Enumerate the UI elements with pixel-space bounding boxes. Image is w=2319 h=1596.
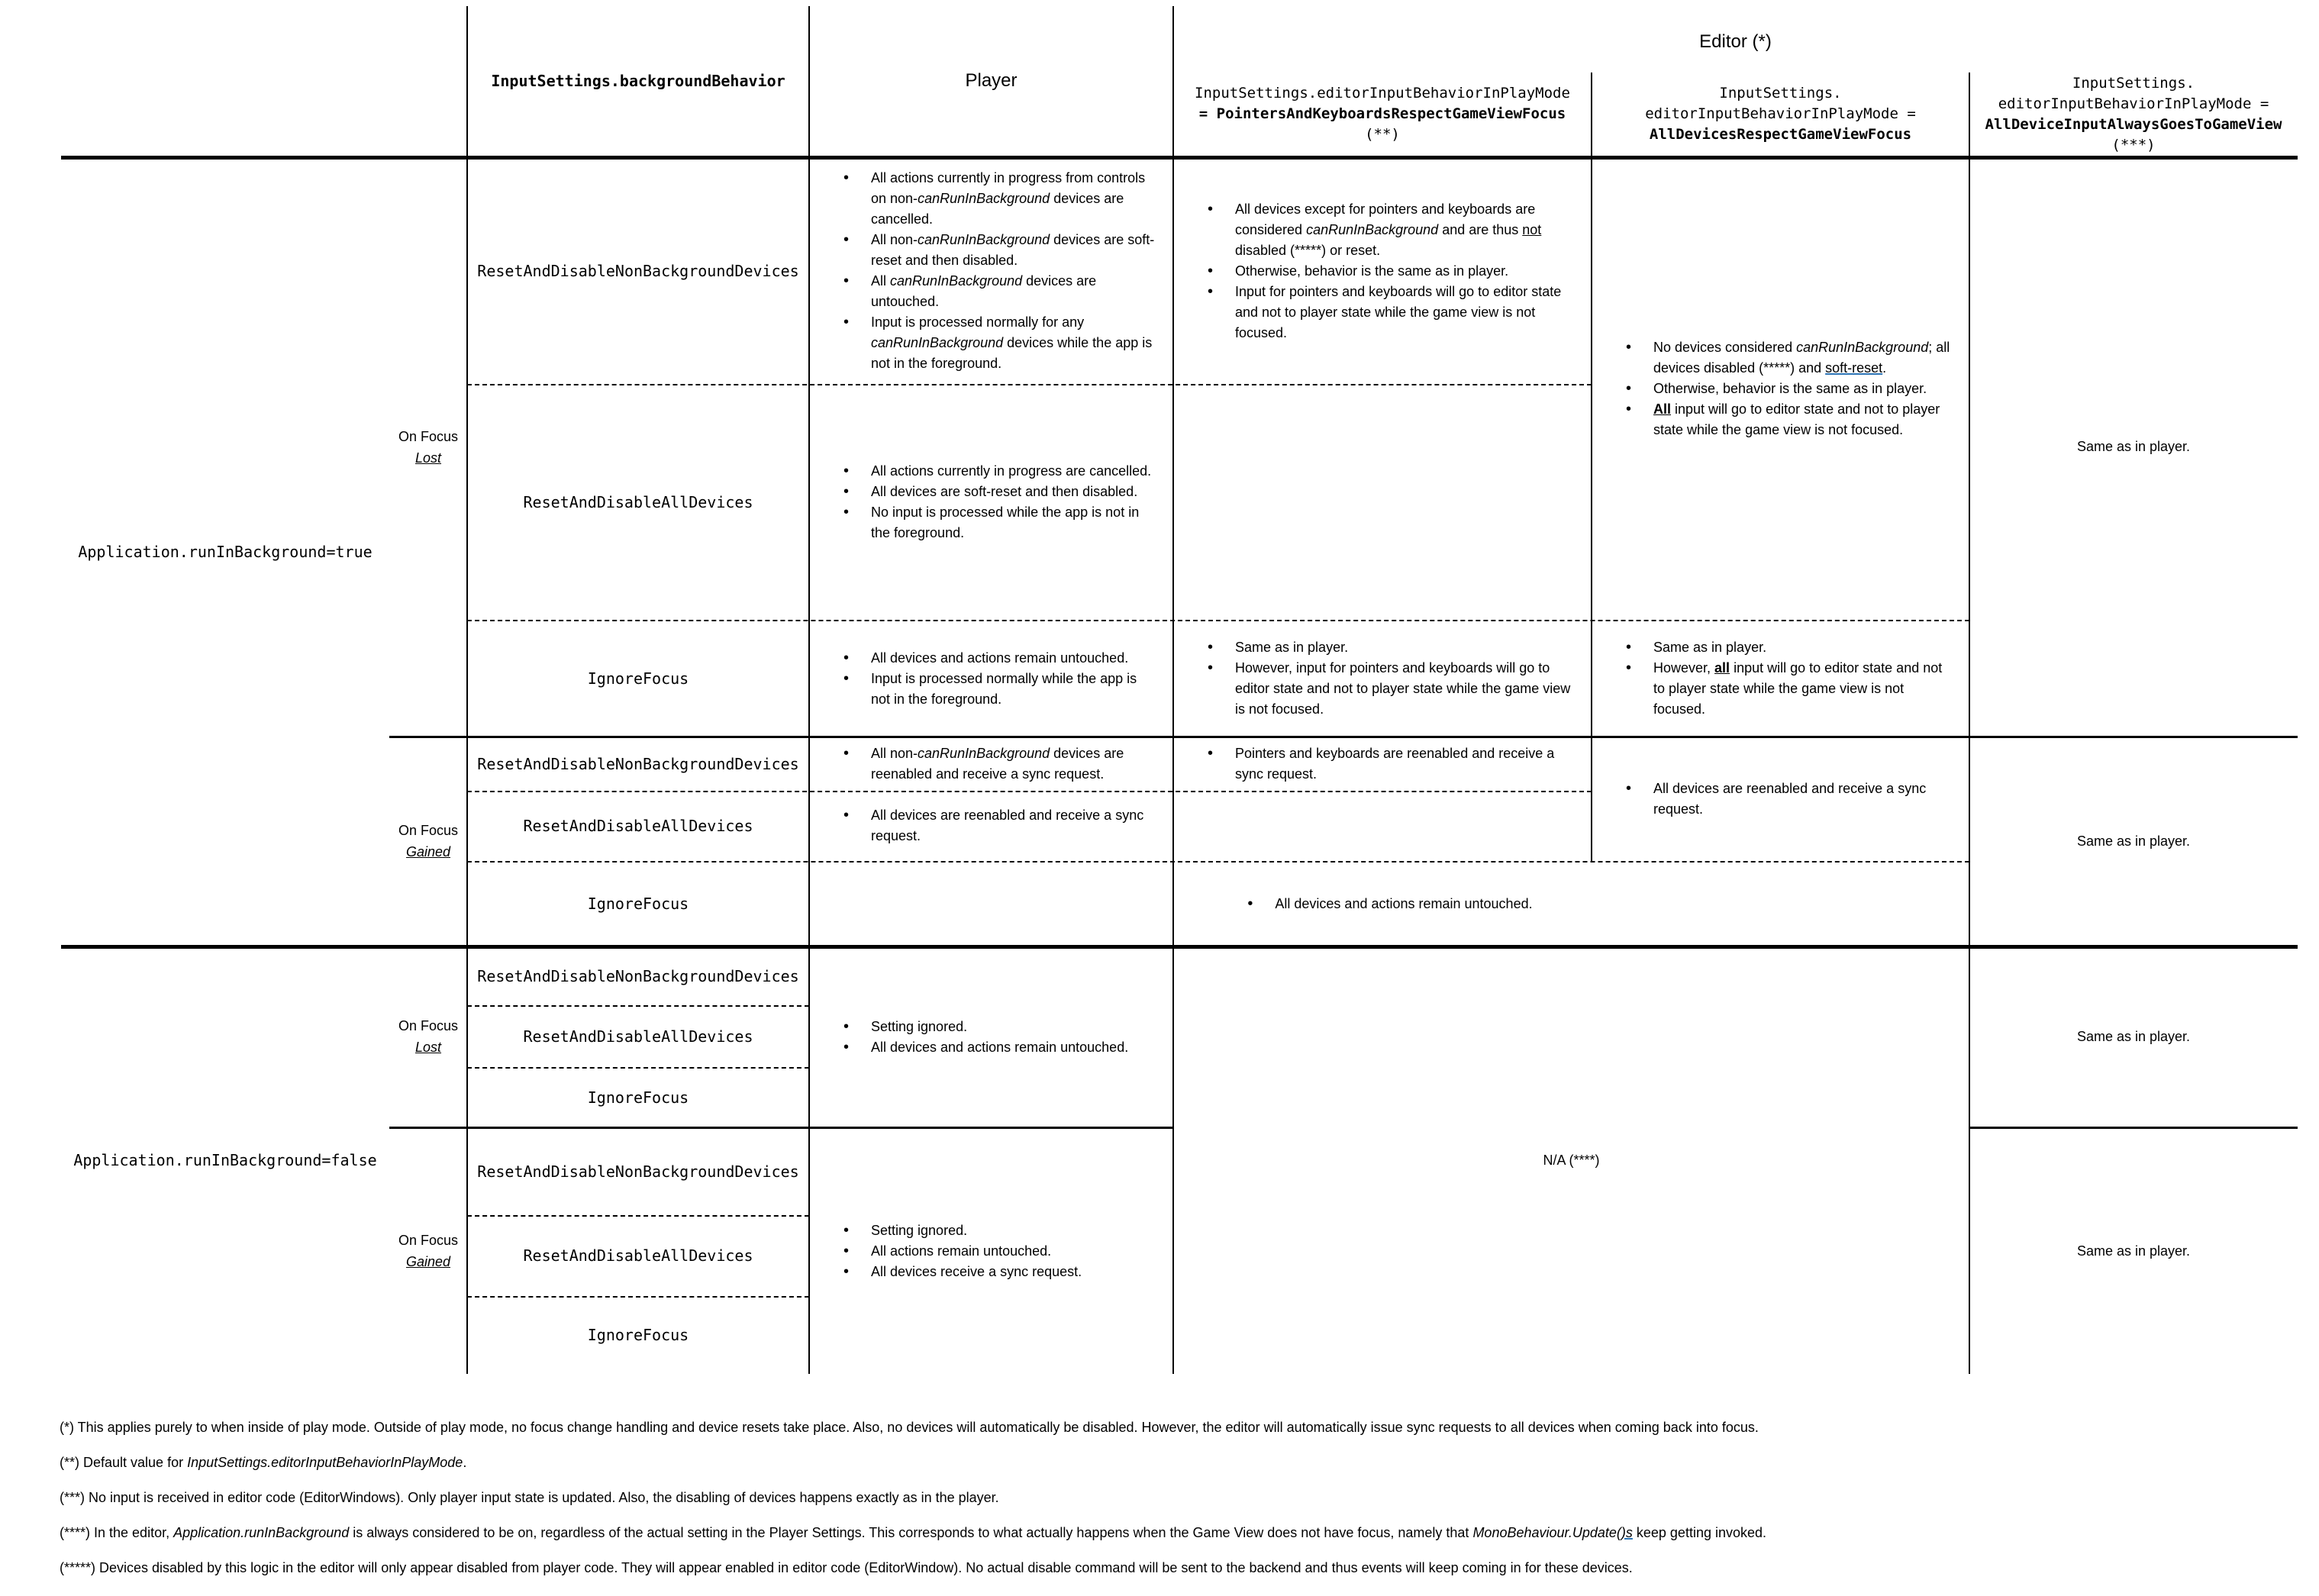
behavior-value-cell	[467, 620, 809, 737]
row-group-on-focus-gained-false	[389, 1128, 467, 1374]
header-line	[1719, 83, 1841, 104]
behavior-value-cell	[467, 1215, 809, 1296]
bullet-list	[1173, 637, 1592, 720]
text-segment: input will go to editor state and not to player state while the game view is not focused.	[1653, 401, 1940, 437]
row-group-run-in-background-false	[61, 946, 389, 1374]
header-line	[1998, 94, 2269, 114]
behavior-value-cell	[467, 1005, 809, 1067]
same-as-player-text: Same as in player.	[2076, 1028, 2191, 1044]
column-header-editor-all-devices-respect	[1592, 73, 1969, 156]
text-segment: No input is processed while the app is not in the foreground.	[871, 504, 1140, 540]
bullet-item	[842, 312, 1155, 374]
bullet-item	[842, 482, 1155, 502]
text-segment: all	[1714, 660, 1730, 675]
text-segment: All devices are reenabled and receive a sync request.	[871, 808, 1144, 843]
same-as-player-text: Same as in player.	[2076, 439, 2191, 454]
text-segment: devices while the app is not in the foreground.	[871, 335, 1153, 371]
bullet-item	[842, 805, 1155, 846]
bullet-list	[809, 805, 1173, 846]
focus-label-prefix: On Focus	[398, 1233, 459, 1248]
bullet-list	[1173, 743, 1592, 785]
editor3-cell-false-lost	[1969, 946, 2298, 1127]
text-segment: (****) In the editor,	[60, 1525, 174, 1540]
bullet-list	[1592, 779, 1969, 820]
bullet-list	[809, 743, 1173, 785]
text-segment: All devices and actions remain untouched.	[871, 1040, 1129, 1055]
editor3-cell-false-gained	[1969, 1128, 2298, 1374]
text-segment: No devices considered	[1653, 340, 1797, 355]
player-cell-false-gained-merged	[809, 1128, 1173, 1374]
text-segment: devices are reenabled and receive a sync request.	[871, 746, 1124, 782]
column-header-player	[809, 6, 1173, 156]
text-segment: canRunInBackground	[871, 335, 1004, 350]
text-segment: However,	[1653, 660, 1715, 675]
text-segment: canRunInBackground	[890, 273, 1023, 289]
behavior-value-cell	[467, 737, 809, 791]
text-segment: Otherwise, behavior is the same as in player.	[1235, 263, 1509, 279]
text-segment: InputSettings.	[1719, 85, 1842, 102]
behavior-value: IgnoreFocus	[587, 1326, 689, 1344]
row-group-label: Application.runInBackground=true	[78, 542, 373, 561]
text-segment: Otherwise, behavior is the same as in player.	[1653, 381, 1927, 396]
text-segment: All devices are soft-reset and then disabled.	[871, 483, 1138, 499]
behavior-value: ResetAndDisableAllDevices	[523, 492, 753, 511]
editor1-cell-gained-resetnon	[1173, 737, 1592, 791]
text-segment: However, input for pointers and keyboards will go to editor state and not to player state while the game view is not focused.	[1235, 660, 1571, 717]
text-segment: (**) Default value for	[60, 1455, 188, 1470]
text-segment: (*****) Devices disabled by this logic in the editor will only appear disabled from player code. They will appear enabled in editor code (EditorWindow). No actual disable command will be sent to the backend and thus events will keep coming in for these devices.	[60, 1560, 1633, 1575]
header-line	[1195, 83, 1570, 104]
text-segment: All non-	[871, 232, 918, 247]
player-cell-gained-resetnon	[809, 737, 1173, 791]
editor1-cell-lost-ignore	[1173, 620, 1592, 737]
text-segment: devices are untouched.	[871, 273, 1097, 309]
focus-label-lost: Lost	[414, 450, 442, 466]
text-segment: ; all devices disabled (*****) and	[1653, 340, 1950, 376]
bullet-item	[1206, 261, 1573, 282]
text-segment: All	[871, 273, 891, 289]
same-as-player-text: Same as in player.	[2076, 1243, 2191, 1259]
text-segment: Setting ignored.	[871, 1019, 968, 1034]
bullet-item	[842, 648, 1155, 669]
focus-label-gained: Gained	[405, 1254, 451, 1269]
focus-label-gained: Gained	[405, 844, 451, 859]
editor3-cell-true-gained	[1969, 737, 2298, 945]
text-segment: and are thus	[1438, 221, 1523, 237]
player-cell-false-lost-merged	[809, 946, 1173, 1128]
header-line	[1650, 124, 1911, 145]
text-segment: All devices are reenabled and receive a sync request.	[1653, 781, 1927, 817]
merged-cell-gained-ignore	[809, 861, 1969, 946]
bullet-item	[842, 743, 1155, 785]
player-cell-lost-resetnon	[809, 158, 1173, 384]
text-segment: (***)	[2111, 136, 2156, 153]
text-segment: disabled (*****) or reset.	[1235, 242, 1381, 258]
header-line	[1199, 104, 1566, 124]
text-segment: MonoBehaviour.Update(	[1472, 1525, 1621, 1540]
bullet-item	[842, 230, 1155, 271]
column-header-editor-all-input-gameview	[1969, 73, 2298, 156]
text-segment: Input is processed normally while the app is not in the foreground.	[871, 670, 1137, 707]
na-label: N/A (****)	[1543, 1152, 1600, 1168]
behavior-value: IgnoreFocus	[587, 1088, 689, 1107]
footnote-2	[60, 1453, 2311, 1472]
bullet-item	[842, 1037, 1155, 1058]
behavior-value: ResetAndDisableAllDevices	[523, 1246, 753, 1265]
text-segment: (**)	[1365, 126, 1400, 143]
text-segment: Application.runInBackground	[173, 1525, 350, 1540]
behavior-value-cell	[467, 861, 809, 946]
text-segment: devices are soft-reset and then disabled.	[871, 232, 1155, 268]
bullet-list	[809, 168, 1173, 374]
bullet-item	[842, 669, 1155, 710]
behavior-value: ResetAndDisableNonBackgroundDevices	[477, 966, 799, 985]
footnote-5	[60, 1559, 2311, 1577]
text-segment: All devices receive a sync request.	[871, 1263, 1082, 1279]
text-segment: All actions currently in progress from controls on non-	[871, 170, 1146, 206]
player-cell-lost-ignore	[809, 620, 1173, 737]
behavior-value-cell	[467, 1128, 809, 1215]
text-segment: keep getting invoked.	[1632, 1525, 1767, 1540]
text-segment: AllDeviceInputAlwaysGoesToGameView	[1985, 115, 2282, 133]
same-as-player-text: Same as in player.	[2076, 833, 2191, 849]
bullet-list	[1592, 337, 1969, 440]
text-segment: All actions currently in progress are cancelled.	[871, 463, 1152, 479]
text-segment: Pointers and keyboards are reenabled and receive a sync request.	[1235, 746, 1555, 782]
row-group-label: Application.runInBackground=false	[73, 1151, 377, 1169]
bullet-list	[1592, 637, 1969, 720]
text-segment: Setting ignored.	[871, 1222, 968, 1238]
bullet-list	[809, 648, 1173, 710]
header-line	[2072, 73, 2195, 94]
text-segment: Input for pointers and keyboards will go to editor state and not to player state while the game view is not focused.	[1235, 283, 1562, 340]
text-segment: )s	[1621, 1525, 1633, 1540]
footnote-3	[60, 1488, 2311, 1507]
bullet-item	[1246, 894, 1532, 914]
text-segment: InputSettings.editorInputBehaviorInPlayMode	[187, 1455, 463, 1470]
behavior-value-cell	[467, 1296, 809, 1374]
focus-label-prefix: On Focus	[398, 823, 459, 838]
bullet-item	[842, 168, 1155, 230]
editor2-cell-lost-ignore	[1592, 620, 1969, 737]
bullet-item	[842, 1241, 1155, 1262]
text-segment: InputSettings.	[2072, 74, 2195, 92]
player-cell-gained-resetall	[809, 791, 1173, 861]
row-group-run-in-background-true	[61, 158, 389, 945]
column-group-header-editor	[1173, 19, 2298, 65]
merged-cell-na	[1173, 946, 1969, 1374]
bullet-list	[809, 1220, 1173, 1282]
row-group-on-focus-lost-false	[389, 946, 467, 1127]
bullet-item	[1206, 199, 1573, 261]
bullet-item	[842, 461, 1155, 482]
text-segment: editorInputBehaviorInPlayMode =	[1645, 105, 1916, 122]
text-segment: All devices and actions remain untouched.	[871, 650, 1129, 666]
text-segment: not	[1522, 221, 1542, 237]
text-segment: All devices except for pointers and keyboards are considered	[1235, 201, 1536, 237]
text-segment: All	[1653, 401, 1672, 417]
text-segment: input will go to editor state and not to player state while the game view is not focused.	[1653, 660, 1943, 717]
bullet-item	[842, 1017, 1155, 1037]
column-header-label: InputSettings.backgroundBehavior	[491, 72, 785, 90]
text-segment: All non-	[871, 746, 918, 761]
bullet-list	[1173, 199, 1592, 343]
text-segment: .	[1882, 360, 1887, 376]
header-line	[1985, 114, 2282, 135]
column-group-label: Editor (*)	[1699, 31, 1772, 52]
text-segment: editorInputBehaviorInPlayMode =	[1998, 95, 2269, 112]
header-line	[1365, 124, 1400, 145]
editor2-cell-gained-merged	[1592, 737, 1969, 861]
bullet-item	[842, 502, 1155, 543]
bullet-item	[1206, 743, 1573, 785]
text-segment: (*) This applies purely to when inside of play mode. Outside of play mode, no focus change handling and device resets take place. Also, no devices will automatically be disabled. However, the editor will automatically issue sync requests to all devices when coming back into focus.	[60, 1420, 1759, 1435]
bullet-item	[1206, 637, 1573, 658]
text-segment: Same as in player.	[1235, 640, 1349, 655]
bullet-item	[1624, 637, 1951, 658]
behavior-value: ResetAndDisableNonBackgroundDevices	[477, 1162, 799, 1181]
row-group-on-focus-lost-true	[389, 158, 467, 736]
bullet-item	[1624, 337, 1951, 379]
behavior-value-cell	[467, 384, 809, 620]
focus-label-lost: Lost	[414, 1040, 442, 1055]
text-segment: devices are cancelled.	[871, 191, 1124, 227]
behavior-value-cell	[467, 791, 809, 861]
editor1-cell-lost-resetnon	[1173, 158, 1592, 384]
focus-label-prefix: On Focus	[398, 1018, 459, 1033]
column-header-label: Player	[965, 70, 1018, 91]
row-group-on-focus-gained-true	[389, 737, 467, 945]
text-segment: canRunInBackground	[1306, 221, 1439, 237]
bullet-item	[1206, 282, 1573, 343]
column-header-editor-pointers-keyboards	[1173, 73, 1592, 156]
player-cell-lost-resetall	[809, 384, 1173, 620]
text-segment: canRunInBackground	[918, 746, 1050, 761]
behavior-value: ResetAndDisableAllDevices	[523, 817, 753, 835]
text-segment: Input is processed normally for any	[871, 314, 1085, 330]
behavior-value-cell	[467, 1067, 809, 1128]
behavior-value: ResetAndDisableNonBackgroundDevices	[477, 755, 799, 773]
editor2-cell-lost-merged	[1592, 158, 1969, 620]
text-segment: AllDevicesRespectGameViewFocus	[1649, 126, 1912, 143]
bullet-item	[842, 1262, 1155, 1282]
editor3-cell-true-lost	[1969, 158, 2298, 736]
text-segment: .	[463, 1455, 467, 1470]
header-line	[2111, 135, 2155, 156]
text-segment: = PointersAndKeyboardsRespectGameViewFocus	[1198, 105, 1566, 122]
footnote-4	[60, 1523, 2311, 1542]
bullet-list	[1246, 894, 1532, 914]
text-segment: canRunInBackground	[918, 191, 1050, 206]
bullet-item	[842, 1220, 1155, 1241]
text-segment: soft-reset	[1825, 360, 1883, 376]
header-line	[1645, 104, 1916, 124]
bullet-item	[1624, 399, 1951, 440]
behavior-value-cell	[467, 158, 809, 384]
text-segment: Same as in player.	[1653, 640, 1767, 655]
text-segment: is always considered to be on, regardless of the actual setting in the Player Settings. This corresponds to what actually happens when the Game View does not have focus, namely that	[349, 1525, 1473, 1540]
bullet-item	[1624, 779, 1951, 820]
behavior-value: IgnoreFocus	[587, 895, 689, 913]
text-segment: canRunInBackground	[918, 232, 1050, 247]
bullet-item	[1206, 658, 1573, 720]
behavior-value: ResetAndDisableNonBackgroundDevices	[477, 262, 799, 280]
bullet-list	[809, 1017, 1173, 1058]
column-header-background-behavior	[467, 6, 809, 156]
text-segment: All devices and actions remain untouched.	[1275, 895, 1533, 911]
bullet-list	[809, 461, 1173, 543]
bullet-item	[842, 271, 1155, 312]
text-segment: (***) No input is received in editor code (EditorWindows). Only player input state is updated. Also, the disabling of devices happens exactly as in the player.	[60, 1490, 999, 1505]
focus-label-prefix: On Focus	[398, 428, 459, 444]
behavior-value: IgnoreFocus	[587, 669, 689, 688]
bullet-item	[1624, 658, 1951, 720]
text-segment: InputSettings.editorInputBehaviorInPlayMode	[1195, 85, 1570, 102]
text-segment: canRunInBackground	[1796, 340, 1929, 355]
footnote-1	[60, 1418, 2311, 1436]
bullet-item	[1624, 379, 1951, 399]
behavior-value-cell	[467, 946, 809, 1005]
behavior-value: ResetAndDisableAllDevices	[523, 1027, 753, 1046]
text-segment: All actions remain untouched.	[871, 1243, 1052, 1259]
